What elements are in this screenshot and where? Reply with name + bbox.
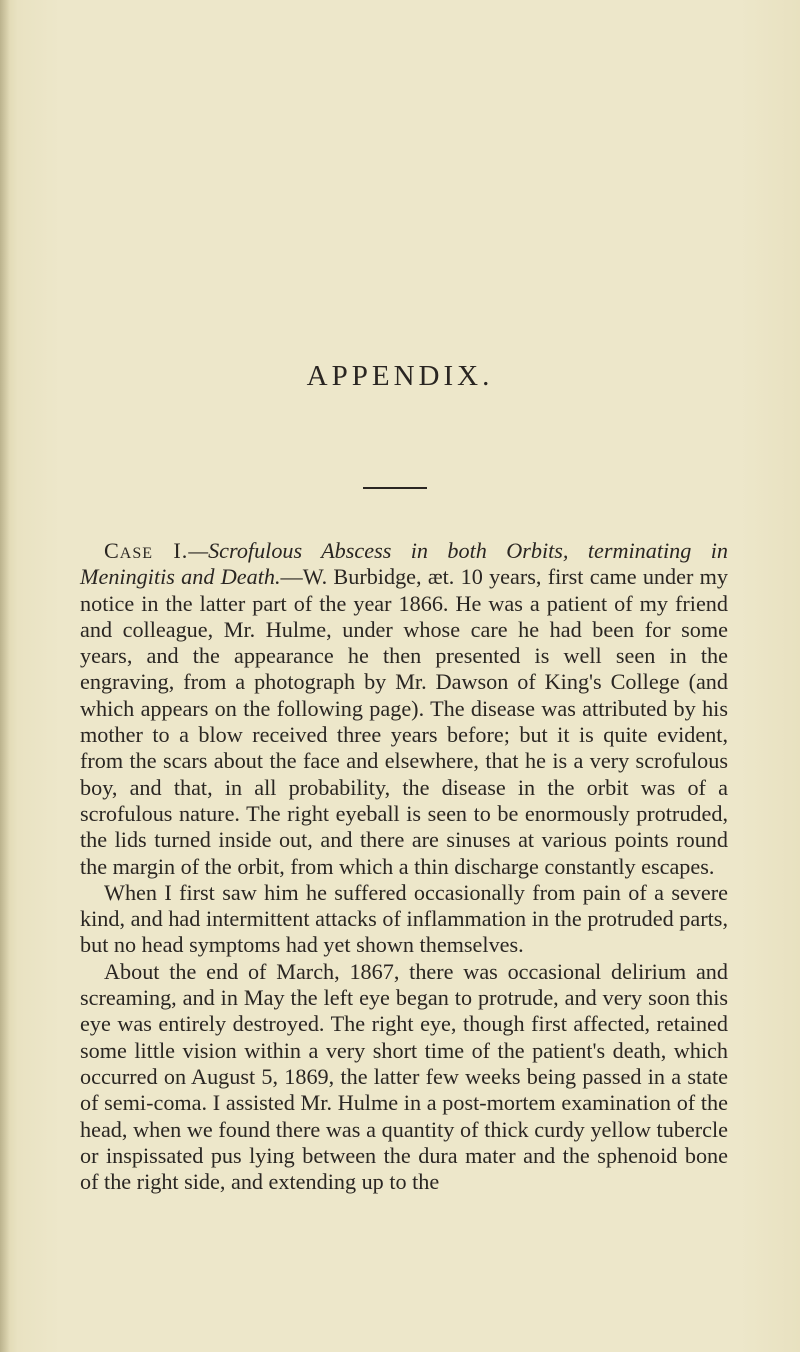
paragraph-2: When I first saw him he suffered occasionally from pain of a severe kind, and had intermittent attacks of inflammation in the protruded parts, but no head symptoms had yet shown themselves. [80,879,728,958]
paragraph-1-text: —W. Burbidge, æt. 10 years, first came under my notice in the latter part of the year 1866. He was a patient of my friend and colleague, Mr. Hulme, under whose care he had been for some years, and the appearance he then presented is well seen in the engraving, from a photograph by Mr. Dawson of King's College (and which appears on the following page). The disease was attributed by his mother to a blow received three years before; but it is quite evident, from the scars about the face and elsewhere, that he is a very scrofulous boy, and that, in all probability, the disease in the orbit was of a scrofulous nature. The right eyeball is seen to be enormously protruded, the lids turned inside out, and there are sinuses at various points round the margin of the orbit, from which a thin discharge constantly escapes. [80,564,728,879]
case-label: Case I. [104,538,189,563]
heading-rule [363,487,427,489]
body-text [80,538,728,1195]
page-gutter-shadow [0,0,10,1352]
appendix-heading: APPENDIX. [306,360,494,392]
case-title: —Scrofulous Abscess in both Orbits, terminating in Meningitis and Death. [80,538,728,590]
paragraph-case-1 [80,538,728,880]
paragraph-3: About the end of March, 1867, there was occasional delirium and screaming, and in May the left eye began to protrude, and very soon this eye was entirely destroyed. The right eye, though first affected, retained some little vision within a very short time of the patient's death, which occurred on August 5, 1869, the latter few weeks being passed in a state of semi-coma. I assisted Mr. Hulme in a post-mortem examination of the head, when we found there was a quantity of thick curdy yellow tubercle or inspissated pus lying between the dura mater and the sphenoid bone of the right side, and extending up to the [80,958,728,1195]
